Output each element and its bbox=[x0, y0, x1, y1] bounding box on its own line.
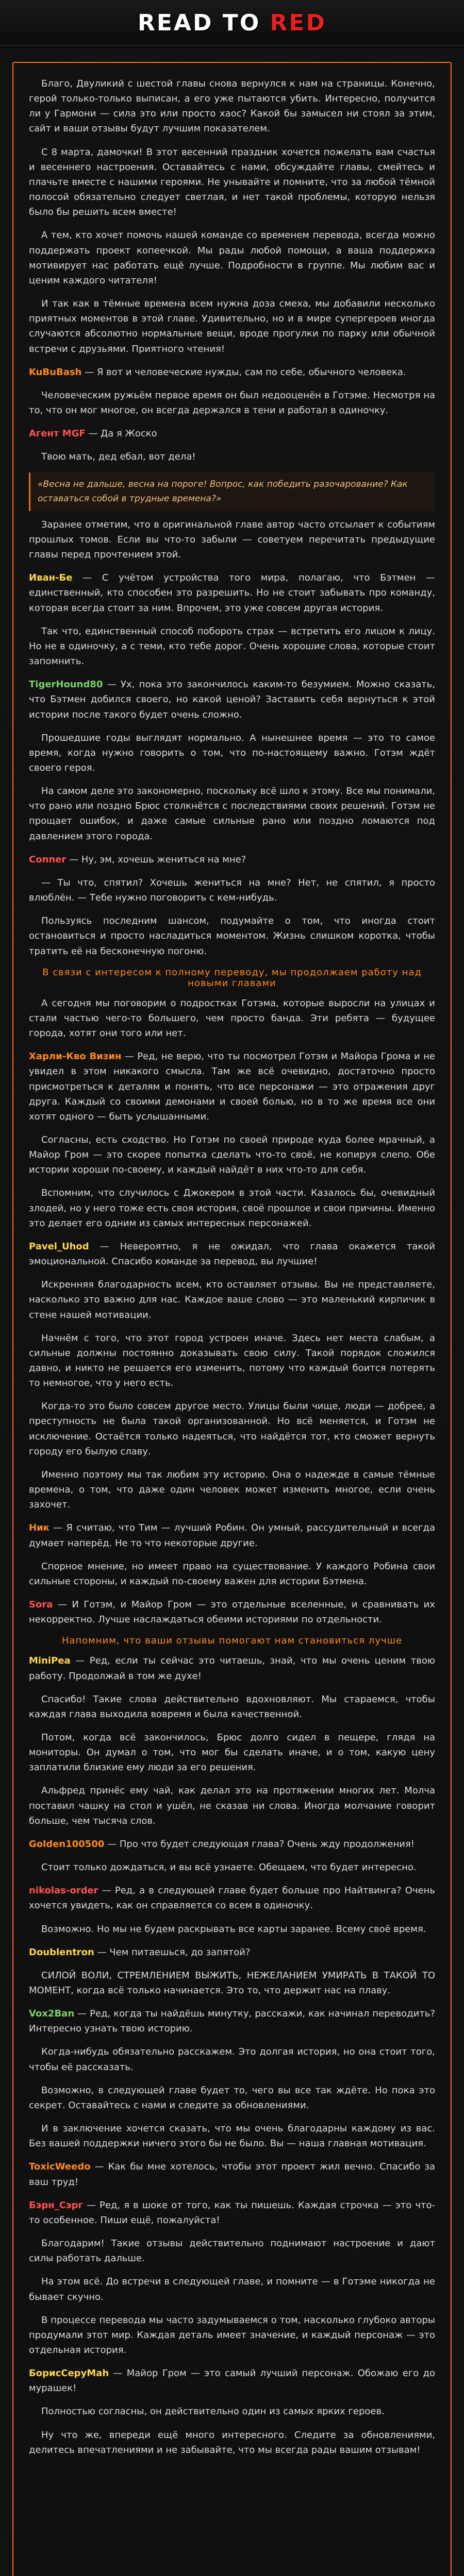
paragraph bbox=[29, 2083, 435, 2113]
paragraph bbox=[29, 296, 435, 357]
paragraph bbox=[29, 2428, 435, 2458]
entry-text: Заранее отметим, что в оригинальной главе автор часто отсылает к событиям прошлых томов. Если вы что-то забыли — советуем перечитать предыдущие главы перед прочтением этой. bbox=[29, 519, 435, 561]
paragraph bbox=[29, 1277, 435, 1322]
paragraph bbox=[29, 145, 435, 220]
paragraph bbox=[29, 449, 435, 464]
paragraph bbox=[29, 2404, 435, 2419]
entry-text: В процессе перевода мы часто задумываемся о том, насколько глубоко авторы продумали этот мир. Каждая деталь имеет значение, и каждый персонаж — это отдельная история. bbox=[29, 2314, 435, 2355]
paragraph bbox=[29, 624, 435, 669]
paragraph bbox=[29, 517, 435, 562]
entry-text: Когда-то это было совсем другое место. Улицы были чище, люди — добрее, а преступность не была такой организованной. Но всё меняется, и Готэм не исключение. Остаётся только надеяться, что найдётся тот, кто сможет вернуть городу его былую славу. bbox=[29, 1401, 435, 1457]
entry-text: Твою мать, дед ебал, вот дела! bbox=[41, 451, 196, 463]
commenter-name[interactable]: БорисCepyMah bbox=[29, 2368, 109, 2379]
entry-text: — Ты что, спятил? Хочешь жениться на мне? Нет, не спятил, я просто влюблён. — Тебе нужно поговорить с кем-нибудь. bbox=[29, 877, 435, 904]
comment-entry: Иван-Бе — С учётом устройства того мира, полагаю, что Бэтмен — единственный, кто способен это разрешить. Но не стоит забывать про команду, которая всегда стоит за ним. Впрочем, это уже совсем другая история. bbox=[29, 572, 435, 614]
entry-text: Возможно, в следующей главе будет то, чего вы все так ждёте. Но пока это секрет. Оставайтесь с нами и следите за обновлениями. bbox=[29, 2084, 435, 2111]
commenter-name[interactable]: Doublentron bbox=[29, 1946, 94, 1958]
entry-text: А сегодня мы поговорим о подростках Готэма, которые выросли на улицах и стали частью чего-то большего, чем просто банда. Эти ребята — будущее города, хотят они того или нет. bbox=[29, 997, 435, 1039]
paragraph bbox=[29, 2044, 435, 2074]
entry-text: Спасибо! Такие слова действительно вдохновляют. Мы стараемся, чтобы каждая глава выходила вовремя и была качественной. bbox=[29, 1693, 435, 1720]
comment-entry: Doublentron — Чем питаешься, до запятой? bbox=[29, 1946, 251, 1958]
entry-text: Так что, единственный способ побороть страх — встретить его лицом к лицу. Но не в одиночку, а с теми, кто тебе дорог. Очень хорошие слова, которые стоит запомнить. bbox=[29, 625, 435, 667]
entry-text: Человеческим ружьём первое время он был недооценён в Готэме. Несмотря на то, что он мог многое, он всегда держался в тени и работал в одиночку. bbox=[29, 389, 435, 416]
entry-text: Возможно. Но мы не будем раскрывать все карты заранее. Всему своё время. bbox=[41, 1923, 426, 1935]
site-logo bbox=[138, 10, 326, 36]
commenter-name[interactable]: ToxicWeedo bbox=[29, 2161, 91, 2173]
entry-text: Именно поэтому мы так любим эту историю. Она о надежде в самые тёмные времена, о том, что даже один человек может изменить многое, если очень захочет. bbox=[29, 1469, 435, 1511]
logo-text-primary: READ TO bbox=[137, 9, 270, 36]
paragraph bbox=[29, 1922, 435, 1937]
commenter-name[interactable]: Vox2Ban bbox=[29, 2008, 75, 2020]
entry-text: С учётом устройства того мира, полагаю, что Бэтмен — единственный, кто способен это разрешить. Но не стоит забывать про команду, которая всегда стоит за ним. Впрочем, это уже совсем другая история. bbox=[29, 572, 435, 614]
comment-entry: TigerHound80 — Ух, пока это закончилось каким-то безумием. Можно сказать, что Бэтмен добился своего, но какой ценой? Заставить себя вернуться к этой истории после такого будет очень сложно. bbox=[29, 679, 435, 720]
entry-text: Когда-нибудь обязательно расскажем. Это долгая история, но она стоит того, чтобы её рассказать. bbox=[29, 2046, 435, 2073]
entry-text: Альфред принёс ему чай, как делал это на протяжении многих лет. Молча поставил чашку на стол и ушёл, не сказав ни слова. Иногда молчание говорит больше, чем тысяча слов. bbox=[29, 1785, 435, 1826]
paragraph bbox=[29, 1968, 435, 1998]
paragraph bbox=[29, 2274, 435, 2304]
comment-entry: MiniPea — Ред, если ты сейчас это читаешь, знай, что мы очень ценим твою работу. Продолжай в том же духе! bbox=[29, 1655, 435, 1682]
entry-text: Ну что же, впереди ещё много интересного. Следите за обновлениями, делитесь впечатлениями и не забывайте, что мы всегда рады вашим отзывам! bbox=[29, 2429, 435, 2455]
paragraph bbox=[29, 784, 435, 844]
entry-text: Как бы мне хотелось, чтобы этот проект жил вечно. Спасибо за ваш труд! bbox=[29, 2161, 435, 2188]
entry-text: Майор Гром — это самый лучший персонаж. Обожаю его до мурашек! bbox=[29, 2368, 435, 2394]
paragraph bbox=[29, 1860, 435, 1875]
entry-text: Стоит только дождаться, и вы всё узнаете. Обещаем, что будет интересно. bbox=[41, 1862, 417, 1873]
entry-text: Я считаю, что Тим — лучший Робин. Он умный, рассудительный и всегда думает наперёд. Не то что некоторые другие. bbox=[29, 1522, 435, 1549]
entry-text: Я вот и человеческие нужды, сам по себе, обычного человека. bbox=[96, 366, 406, 378]
header-banner bbox=[0, 0, 464, 46]
paragraph bbox=[29, 228, 435, 288]
commenter-name[interactable]: Sora bbox=[29, 1599, 53, 1611]
paragraph bbox=[29, 731, 435, 775]
paragraph bbox=[29, 996, 435, 1041]
section-note: В связи с интересом к полному переводу, мы продолжаем работу над новыми главами bbox=[42, 967, 422, 989]
paragraph bbox=[29, 1559, 435, 1589]
commenter-name[interactable]: Бэрн_Сэрг bbox=[29, 2199, 83, 2211]
entry-text: На этом всё. До встречи в следующей главе, и помните — в Готэме никогда не бывает скучно. bbox=[29, 2276, 435, 2302]
entry-text: Да я Жоско bbox=[101, 428, 157, 439]
paragraph bbox=[29, 1730, 435, 1775]
entry-text: Полностью согласны, он действительно один из самых ярких героев. bbox=[41, 2406, 385, 2417]
entry-text: И в заключение хочется сказать, что мы очень благодарны каждому из вас. Без вашей поддержки ничего этого бы не было. Вы — наша главная мотивация. bbox=[29, 2123, 435, 2149]
comment-entry: Агент MGF — Да я Жоско bbox=[29, 428, 157, 439]
entry-text: Благо, Двуликий с шестой главы снова вернулся к нам на страницы. Конечно, герой только-только выписан, а его уже пытаются убить. Интересно, получится ли у Гармони — сила это или просто хаос? Какой бы замысел ни стоял за этим, сайт и ваши отзывы будут лучшим показателем. bbox=[29, 78, 435, 134]
commenter-name[interactable]: TigerHound80 bbox=[29, 679, 103, 690]
entry-text: Ред, я в шоке от того, как ты пишешь. Каждая строчка — это что-то особенное. Пиши ещё, пожалуйста! bbox=[29, 2199, 435, 2226]
comment-entry: Vox2Ban — Ред, когда ты найдёшь минутку, расскажи, как начинал переводить? Интересно узнать твою историю. bbox=[29, 2008, 435, 2035]
comment-entry: ToxicWeedo — Как бы мне хотелось, чтобы этот проект жил вечно. Спасибо за ваш труд! bbox=[29, 2161, 435, 2188]
entry-text: Чем питаешься, до запятой? bbox=[109, 1946, 251, 1958]
entry-text: Ред, если ты сейчас это читаешь, знай, что мы очень ценим твою работу. Продолжай в том же духе! bbox=[29, 1655, 435, 1682]
commenter-name[interactable]: MiniPea bbox=[29, 1655, 71, 1667]
entries-list bbox=[29, 76, 435, 2458]
commenter-name[interactable]: Golden100500 bbox=[29, 1838, 105, 1850]
commenter-name[interactable]: Ник bbox=[29, 1522, 49, 1534]
commenter-name[interactable]: Агент MGF bbox=[29, 428, 86, 439]
entry-text: Спорное мнение, но имеет право на существование. У каждого Робина свои сильные стороны, и каждый по-своему важен для истории Бэтмена. bbox=[29, 1561, 435, 1587]
entry-text: Потом, когда всё закончилось, Брюс долго сидел в пещере, глядя на мониторы. Он думал о том, что мог бы сделать иначе, и о том, какую цену заплатили близкие ему люди за его решения. bbox=[29, 1732, 435, 1773]
section-note: Напомним, что ваши отзывы помогают нам становиться лучше bbox=[61, 1635, 403, 1647]
entry-text: Ред, не верю, что ты посмотрел Готэм и Майора Грома и не увидел в этом никакого смысла. Там же всё очевидно, достаточно просто присмотреться к деталям и понять, что все персонажи — это отражения друг друга. Каждый со своими демонами и своей болью, но в то же время все они хотят одного — быть услышанными. bbox=[29, 1051, 435, 1122]
commenter-name[interactable]: Conner bbox=[29, 854, 67, 865]
entry-text: СИЛОЙ ВОЛИ, СТРЕМЛЕНИЕМ ВЫЖИТЬ, НЕЖЕЛАНИЕМ УМИРАТЬ В ТАКОЙ ТО МОМЕНТ, когда всё только начинается. Это то, что держит нас на плаву. bbox=[29, 1970, 435, 1996]
paragraph bbox=[29, 1467, 435, 1512]
paragraph bbox=[29, 388, 435, 418]
entry-text: Искренняя благодарность всем, кто оставляет отзывы. Вы не представляете, насколько это важно для нас. Каждое ваше слово — это маленький кирпичик в стене нашей мотивации. bbox=[29, 1279, 435, 1320]
paragraph bbox=[29, 1331, 435, 1391]
comment-entry: Conner — Ну, эм, хочешь жениться на мне? bbox=[29, 854, 246, 865]
comment-entry: Sora — И Готэм, и Майор Гром — это отдельные вселенные, и сравнивать их некорректно. Лучше наслаждаться обеими историями по отдельности. bbox=[29, 1599, 435, 1625]
entry-text: Пользуясь последним шансом, подумайте о том, что иногда стоит остановиться и просто насладиться моментом. Жизнь слишком коротка, чтобы тратить её на бесконечную погоню. bbox=[29, 916, 435, 957]
entry-text: Невероятно, я не ожидал, что глава окажется такой эмоциональной. Спасибо команде за перевод, вы лучшие! bbox=[29, 1241, 435, 1267]
paragraph bbox=[29, 1185, 435, 1230]
paragraph bbox=[29, 875, 435, 905]
logo-text-accent: RED bbox=[270, 9, 327, 36]
entry-text: А тем, кто хочет помочь нашей команде со временем перевода, всегда можно поддержать проект копеечкой. Мы рады любой помощи, а ваша поддержка мотивирует нас работать ещё лучше. Подробности в группе. Мы любим вас и ценим каждого читателя! bbox=[29, 230, 435, 286]
paragraph bbox=[29, 1132, 435, 1177]
entry-text: Ред, а в следующей главе будет больше про Найтвинга? Очень хочется увидеть, как он справляется со всем в одиночку. bbox=[29, 1885, 435, 1911]
commenter-name[interactable]: KuBuBash bbox=[29, 366, 82, 378]
entry-text: Вспомним, что случилось с Джокером в этой части. Казалось бы, очевидный злодей, но у него тоже есть своя история, своё прошлое и свои причины. Именно это делает его одним из самых интересных персонажей. bbox=[29, 1188, 435, 1229]
entry-text: И Готэм, и Майор Гром — это отдельные вселенные, и сравнивать их некорректно. Лучше наслаждаться обеими историями по отдельности. bbox=[29, 1599, 435, 1625]
commenter-name[interactable]: Харли-Кво Визин bbox=[29, 1051, 122, 1062]
entry-text: Ред, когда ты найдёшь минутку, расскажи, как начинал переводить? Интересно узнать твою историю. bbox=[29, 2008, 435, 2035]
commenter-name[interactable]: Pavel_Uhod bbox=[29, 1241, 89, 1252]
content-frame bbox=[12, 62, 452, 2576]
comment-entry: Pavel_Uhod — Невероятно, я не ожидал, что глава окажется такой эмоциональной. Спасибо команде за перевод, вы лучшие! bbox=[29, 1241, 435, 1267]
paragraph bbox=[29, 913, 435, 958]
comment-entry: Ник — Я считаю, что Тим — лучший Робин. Он умный, рассудительный и всегда думает наперёд. Не то что некоторые другие. bbox=[29, 1522, 435, 1549]
paragraph bbox=[29, 1399, 435, 1459]
comment-entry: Golden100500 — Про что будет следующая глава? Очень жду продолжения! bbox=[29, 1838, 415, 1850]
entry-text: Согласны, есть сходство. Но Готэм по своей природе куда более мрачный, а Майор Гром — это скорее попытка сделать что-то своё, не копируя слепо. Обе истории хороши по-своему, и каждый найдёт в них что-то для себя. bbox=[29, 1134, 435, 1176]
comment-entry: nikolas-order — Ред, а в следующей главе будет больше про Найтвинга? Очень хочется увидеть, как он справляется со всем в одиночку. bbox=[29, 1885, 435, 1911]
entry-text: Прошедшие годы выглядят нормально. А нынешнее время — это то самое время, когда нужно говорить о том, что по-настоящему важно. Готэм ждёт своего героя. bbox=[29, 732, 435, 773]
entry-text: Ну, эм, хочешь жениться на мне? bbox=[81, 854, 246, 865]
entry-text: Ух, пока это закончилось каким-то безумием. Можно сказать, что Бэтмен добился своего, но какой ценой? Заставить себя вернуться к этой истории после такого будет очень сложно. bbox=[29, 679, 435, 720]
paragraph bbox=[29, 1692, 435, 1722]
comment-entry: KuBuBash — Я вот и человеческие нужды, сам по себе, обычного человека. bbox=[29, 366, 406, 378]
paragraph bbox=[29, 2313, 435, 2358]
commenter-name[interactable]: nikolas-order bbox=[29, 1885, 98, 1896]
quote-block: «Весна не дальше, весна на пороге! Вопрос, как победить разочарование? Как оставаться собой в трудные времена?» bbox=[29, 472, 435, 511]
paragraph bbox=[29, 1783, 435, 1828]
entry-text: Начнём с того, что этот город устроен иначе. Здесь нет места слабым, а сильные должны постоянно доказывать свою силу. Такой порядок сложился давно, и никто не решается его изменить, потому что каждый боится потерять то немногое, что у него есть. bbox=[29, 1332, 435, 1389]
comment-entry: Харли-Кво Визин — Ред, не верю, что ты посмотрел Готэм и Майора Грома и не увидел в этом никакого смысла. Там же всё очевидно, достаточно просто присмотреться к деталям и понять, что все персонажи — это отражения друг друга. Каждый со своими демонами и своей болью, но в то же время все они хотят одного — быть услышанными. bbox=[29, 1051, 435, 1122]
entry-text: Про что будет следующая глава? Очень жду продолжения! bbox=[119, 1838, 415, 1850]
entry-text: С 8 марта, дамочки! В этот весенний праздник хочется пожелать вам счастья и весеннего настроения. Оставайтесь с нами, обсуждайте главы, смейтесь и плачьте вместе с нашими героями. Не унывайте и помните, что за любой тёмной полосой обязательно следует светлая, и нет такой проблемы, которую нельзя было бы решить всем вместе! bbox=[29, 146, 435, 218]
entry-text: Благодарим! Такие отзывы действительно поднимают настроение и дают силы работать дальше. bbox=[29, 2238, 435, 2264]
comment-entry: Бэрн_Сэрг — Ред, я в шоке от того, как ты пишешь. Каждая строчка — это что-то особенное. Пиши ещё, пожалуйста! bbox=[29, 2199, 435, 2226]
paragraph bbox=[29, 76, 435, 137]
entry-text: На самом деле это закономерно, поскольку всё шло к этому. Все мы понимали, что рано или поздно Брюс столкнётся с последствиями своих решений. Готэм не прощает ошибок, и даже самые сильные рано или поздно ломаются под давлением этого города. bbox=[29, 786, 435, 842]
paragraph bbox=[29, 2121, 435, 2151]
commenter-name[interactable]: Иван-Бе bbox=[29, 572, 73, 584]
comment-entry: БорисCepyMah — Майор Гром — это самый лучший персонаж. Обожаю его до мурашек! bbox=[29, 2368, 435, 2394]
entry-text: И так как в тёмные времена всем нужна доза смеха, мы добавили несколько приятных моментов в этой главе. Удивительно, но и в мире супергероев иногда случаются абсолютно нормальные вещи, вроде прогулки по парку или обычной встречи с друзьями. Приятного чтения! bbox=[29, 298, 435, 354]
paragraph bbox=[29, 2236, 435, 2266]
